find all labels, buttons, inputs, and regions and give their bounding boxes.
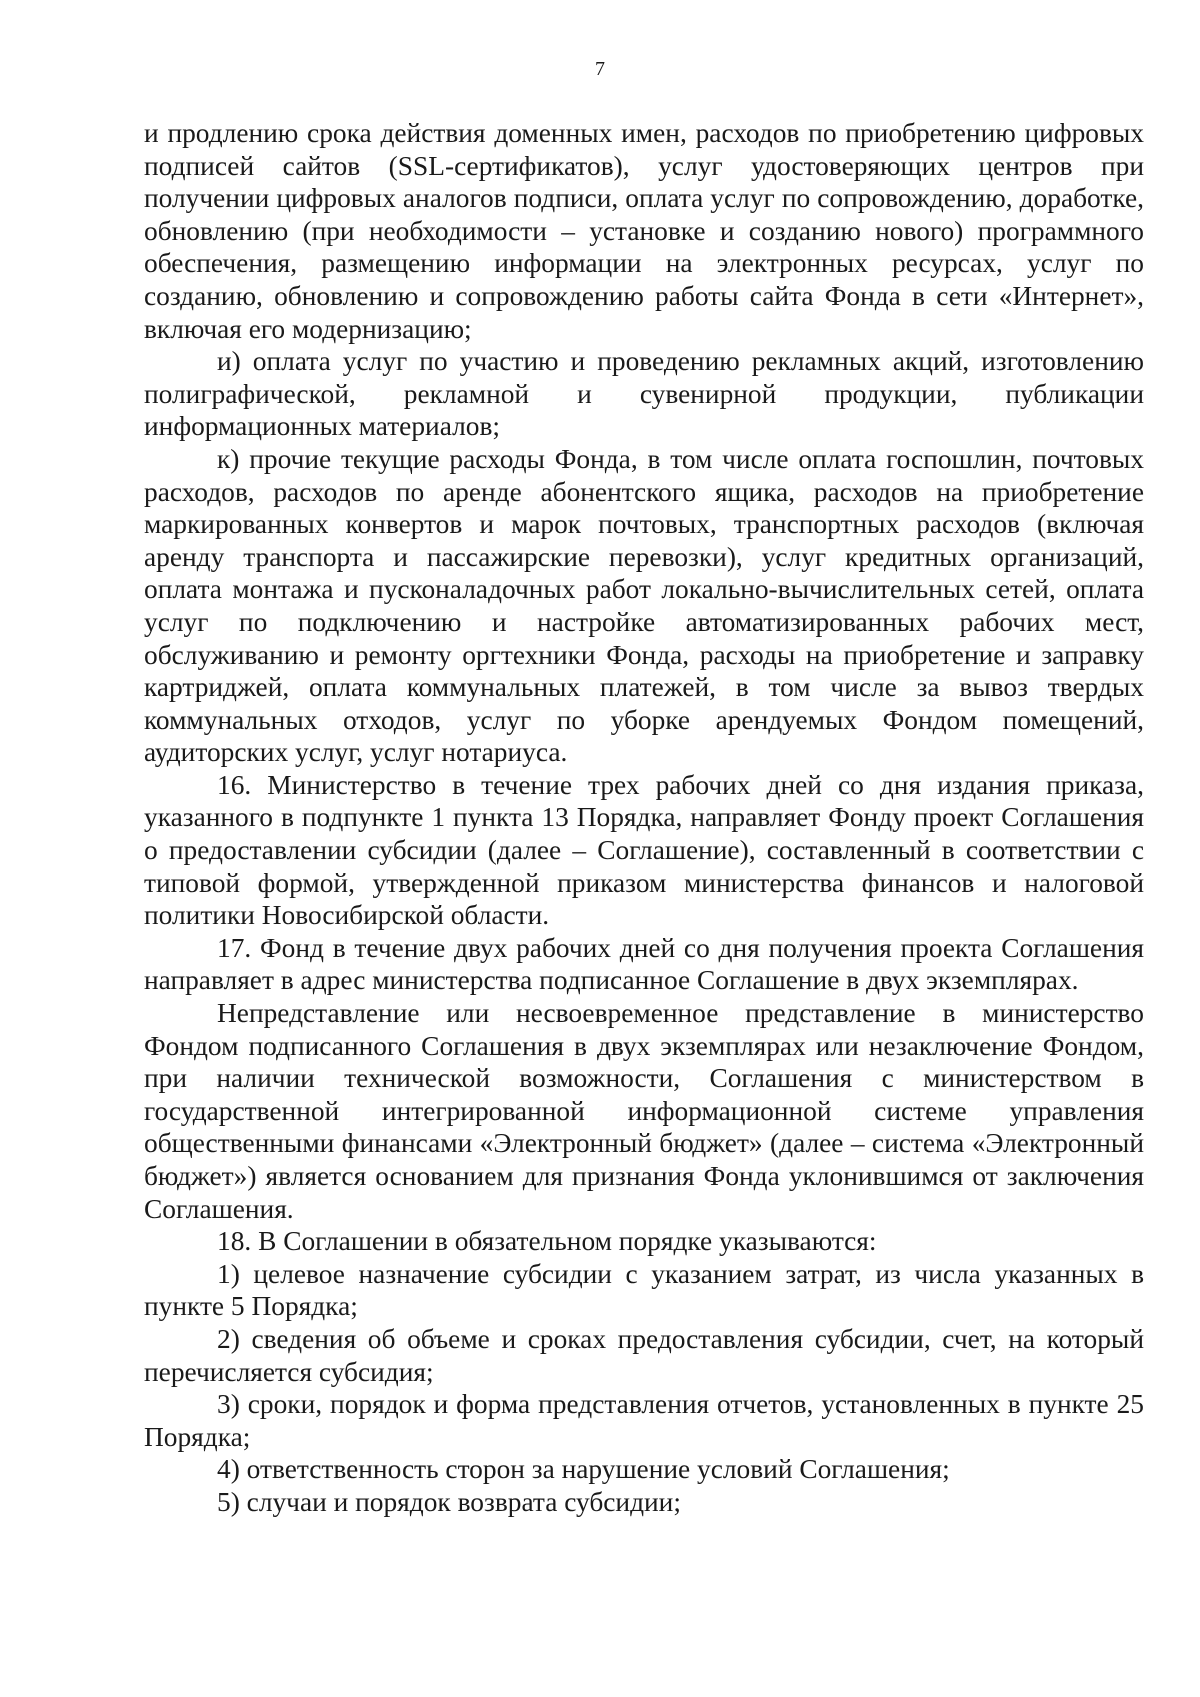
paragraph-16: 16. Министерство в течение трех рабочих дней со дня издания приказа, указанного в подпункте 1 пункта 13 Порядка, направляет Фонду проект Соглашения о предоставлении субсидии (далее – Соглашение), составленный в соответствии с типовой формой, утвержденной приказом министерства финансов и налоговой политики Новосибирской области.: [144, 769, 1144, 931]
page-number: 7: [595, 58, 605, 80]
paragraph-17-continued: Непредставление или несвоевременное представление в министерство Фондом подписанного Соглашения в двух экземплярах или незаключение Фондом, при наличии технической возможности, Соглашения с министерством в государственной интегрированной информационной системе управления общественными финансами «Электронный бюджет» (далее – система «Электронный бюджет») является основанием для признания Фонда уклонившимся от заключения Соглашения.: [144, 998, 1144, 1224]
paragraph-17: 17. Фонд в течение двух рабочих дней со дня получения проекта Соглашения направляет в адрес министерства подписанное Соглашение в двух экземплярах.: [144, 932, 1144, 996]
paragraph-continuation: и продлению срока действия доменных имен, расходов по приобретению цифровых подписей сайтов (SSL-сертификатов), услуг удостоверяющих центров при получении цифровых аналогов подписи, оплата услуг по сопровождению, доработке, обновлению (при необходимости – установке и созданию нового) программного обеспечения, размещению информации на электронных ресурсах, услуг по созданию, обновлению и сопровождению работы сайта Фонда в сети «Интернет», включая его модернизацию;: [144, 118, 1144, 344]
paragraph-18: 18. В Соглашении в обязательном порядке указываются:: [217, 1226, 877, 1257]
paragraph-18-item-3: 3) сроки, порядок и форма представления отчетов, установленных в пункте 25 Порядка;: [144, 1389, 1144, 1452]
paragraph-18-item-5: 5) случаи и порядок возврата субсидии;: [217, 1486, 681, 1517]
paragraph-18-item-4: 4) ответственность сторон за нарушение условий Соглашения;: [217, 1454, 950, 1485]
paragraph-item-k: к) прочие текущие расходы Фонда, в том числе оплата госпошлин, почтовых расходов, расходов по аренде абонентского ящика, расходов на приобретение маркированных конвертов и марок почтовых, транспортных расходов (включая аренду транспорта и пассажирские перевозки), услуг кредитных организаций, оплата монтажа и пусконаладочных работ локально-вычислительных сетей, оплата услуг по подключению и настройке автоматизированных рабочих мест, обслуживанию и ремонту оргтехники Фонда, расходы на приобретение и заправку картриджей, оплата коммунальных платежей, в том числе за вывоз твердых коммунальных отходов, услуг по уборке арендуемых Фондом помещений, аудиторских услуг, услуг нотариуса.: [144, 443, 1144, 768]
document-body: [144, 117, 1144, 1519]
paragraph-18-item-2: 2) сведения об объеме и сроках предоставления субсидии, счет, на который перечисляется субсидия;: [144, 1323, 1144, 1387]
paragraph-item-i: и) оплата услуг по участию и проведению рекламных акций, изготовлению полиграфической, рекламной и сувенирной продукции, публикации информационных материалов;: [144, 346, 1144, 442]
paragraph-18-item-1: 1) целевое назначение субсидии с указанием затрат, из числа указанных в пункте 5 Порядка;: [144, 1258, 1144, 1322]
